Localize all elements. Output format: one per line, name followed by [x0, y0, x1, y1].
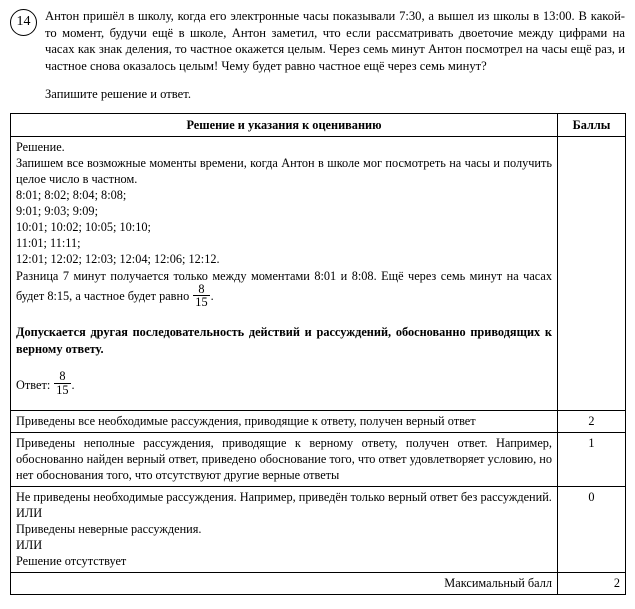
- answer-fraction: [54, 370, 70, 397]
- result-fraction: [193, 283, 209, 310]
- table-row: [11, 411, 626, 433]
- task-statement: Антон пришёл в школу, когда его электронные часы показывали 7:30, а вышел из школы в 13:00. В какой-то момент, будучи ещё в школе, Антон заметил, что если рассматривать двоеточие между цифрами на часах как знак деления, то частное окажется целым. Через семь минут Антон посмотрел на часы ещё раз, и частное снова оказалось целым! Чему будет равно частное ещё через семь минут?: [45, 9, 625, 73]
- criteria-line: Приведены неверные рассуждения.: [16, 522, 202, 537]
- rubric-table: [10, 113, 626, 596]
- list-item: 10:01; 10:02; 10:05; 10:10;: [16, 219, 151, 234]
- solution-row: [11, 136, 626, 411]
- spacer: [16, 398, 552, 407]
- solution-conclusion-end: .: [210, 288, 214, 303]
- header-criteria: Решение и указания к оцениванию: [11, 113, 558, 136]
- solution-conclusion-text: Разница 7 минут получается только между моментами 8:01 и 8:08. Ещё через семь минут на часах будет 8:15, а частное будет равно: [16, 268, 552, 303]
- table-row: [11, 433, 626, 487]
- solution-score-empty: [558, 136, 626, 411]
- solution-time-lines: [16, 187, 552, 267]
- criteria-score-0: 0: [558, 487, 626, 573]
- criteria-score-2: 2: [558, 411, 626, 433]
- criteria-line: Решение отсутствует: [16, 554, 127, 569]
- criteria-line: ИЛИ: [16, 538, 43, 553]
- criteria-score-1: 1: [558, 433, 626, 487]
- list-item: 9:01; 9:03; 9:09;: [16, 203, 98, 218]
- fraction-denominator: 15: [195, 295, 208, 310]
- answer-end: .: [71, 377, 75, 392]
- solution-cell: [11, 136, 558, 411]
- task-header: [10, 8, 625, 103]
- criteria-text-0: [11, 487, 558, 573]
- list-item: 8:01; 8:02; 8:04; 8:08;: [16, 187, 127, 202]
- solution-allowance: Допускается другая последовательность действий и рассуждений, обоснованно приводящих к верному ответу.: [16, 325, 552, 356]
- answer-fraction-numerator: 8: [54, 370, 70, 384]
- answer-fraction-denominator: 15: [56, 383, 69, 398]
- solution-intro: Запишем все возможные моменты времени, когда Антон в школе мог посмотреть на часы и получить целое число в частном.: [16, 155, 552, 186]
- fraction-numerator: 8: [193, 283, 209, 297]
- solution-conclusion: [16, 268, 552, 311]
- table-row: [11, 487, 626, 573]
- task-body: [45, 8, 625, 103]
- list-item: 12:01; 12:02; 12:03; 12:04; 12:06; 12:12.: [16, 251, 220, 266]
- max-score-label: Максимальный балл: [11, 573, 558, 595]
- criteria-text-1: Приведены неполные рассуждения, приводящие к верному ответу, получен ответ. Например, обоснованно найден верный ответ, приведено обоснование того, что ответ удовлетворяет условию, но нет обоснования того, что отсутствуют другие верные ответы: [11, 433, 558, 487]
- solution-title: Решение.: [16, 139, 65, 154]
- criteria-line: Не приведены необходимые рассуждения. Например, приведён только верный ответ без рассуждений.: [16, 490, 552, 505]
- list-item: 11:01; 11:11;: [16, 235, 81, 250]
- answer-label: Ответ:: [16, 377, 51, 392]
- header-score: Баллы: [558, 113, 626, 136]
- max-score-value: 2: [558, 573, 626, 595]
- max-score-row: [11, 573, 626, 595]
- table-header-row: [11, 113, 626, 136]
- task-number-badge: 14: [10, 9, 37, 36]
- criteria-line: ИЛИ: [16, 506, 43, 521]
- criteria-text-2: Приведены все необходимые рассуждения, приводящие к ответу, получен верный ответ: [11, 411, 558, 433]
- answer-row: [16, 371, 552, 398]
- task-instruction: Запишите решение и ответ.: [45, 87, 191, 101]
